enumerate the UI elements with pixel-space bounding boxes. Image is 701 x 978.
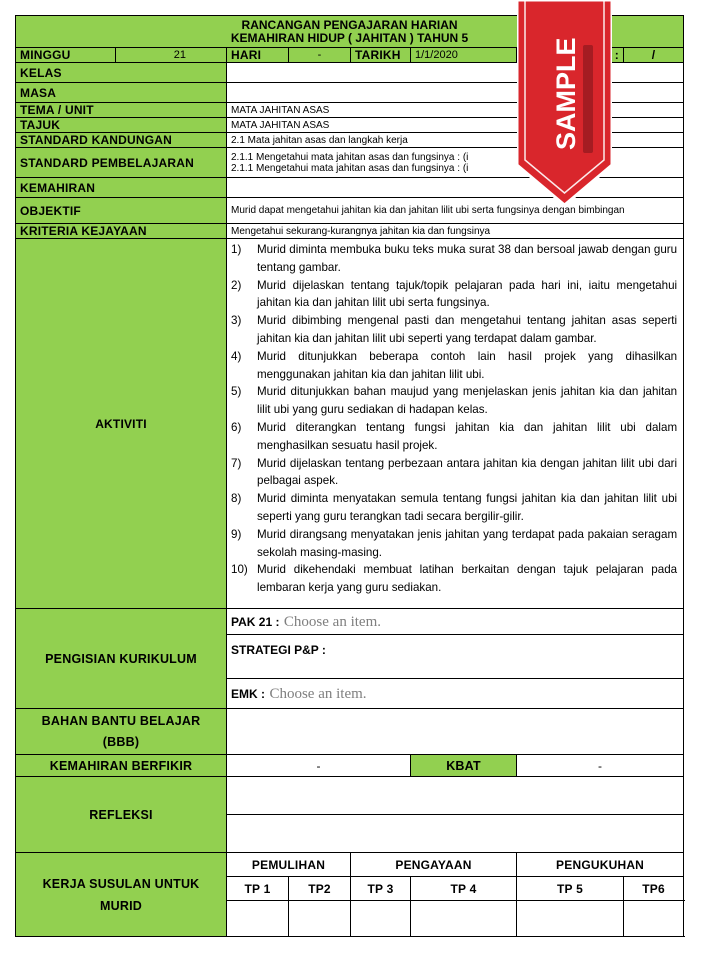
document-title: RANCANGAN PENGAJARAN HARIAN xyxy=(241,17,458,32)
sample-ribbon-watermark xyxy=(517,0,612,210)
kelas-value[interactable] xyxy=(227,63,684,83)
pak21-label: PAK 21 : xyxy=(231,614,280,629)
aktiviti-item xyxy=(231,312,677,348)
aktiviti-item-text: Murid dijelaskan tentang tajuk/topik pelajaran pada hari ini, iaitu mengetahui jahitan kia dan jahitan lilit ubi serta fungsinya. xyxy=(257,278,678,310)
tarikh-label: TARIKH xyxy=(351,48,411,63)
kemahiran-value[interactable] xyxy=(227,178,684,198)
kemahiran-label: KEMAHIRAN xyxy=(16,178,227,198)
pemulihan-header: PEMULIHAN xyxy=(227,853,351,877)
kerja-susulan-line1: KERJA SUSULAN UNTUK xyxy=(42,876,200,891)
tp5-header: TP 5 xyxy=(517,877,624,901)
refleksi-value-2[interactable] xyxy=(227,815,684,853)
aktiviti-item-number: 6) xyxy=(231,420,242,434)
sp-line-2: 2.1.1 Mengetahui mata jahitan asas dan fungsinya : (i xyxy=(231,162,469,174)
tp2-value[interactable] xyxy=(289,901,351,937)
aktiviti-label: AKTIVITI xyxy=(16,239,227,609)
strategi-label: STRATEGI P&P : xyxy=(231,643,326,657)
emk-dropdown[interactable]: Choose an item. xyxy=(269,685,367,702)
ribbon-tag-strip xyxy=(583,45,593,153)
tp4-value[interactable] xyxy=(411,901,517,937)
kemahiran-berfikir-label: KEMAHIRAN BERFIKIR xyxy=(16,755,227,777)
aktiviti-item xyxy=(231,561,677,597)
pengukuhan-header: PENGUKUHAN xyxy=(517,853,684,877)
aktiviti-item-text: Murid ditunjukkan bahan maujud yang menjelaskan jenis jahitan kia dan jahitan lilit ubi yang guru sediakan di hadapan kelas. xyxy=(257,385,678,417)
aktiviti-item-text: Murid diminta menyatakan semula tentang fungsi jahitan kia dan jahitan lilit ubi seperti yang guru terangkan tadi secara bergilir-gilir. xyxy=(257,492,678,523)
aktiviti-item-text: Murid dikehendaki membuat latihan berkaitan dengan tajuk pelajaran pada lembaran kerja yang guru sediakan. xyxy=(257,563,678,595)
minggu-value[interactable]: 21 xyxy=(116,48,227,63)
aktiviti-item xyxy=(231,383,677,419)
aktiviti-item-number: 7) xyxy=(231,456,242,470)
aktiviti-content[interactable] xyxy=(227,239,684,609)
aktiviti-item-number: 5) xyxy=(231,385,242,399)
bbb-label xyxy=(16,709,227,755)
tp1-value[interactable] xyxy=(227,901,289,937)
aktiviti-item-text: Murid dijelaskan tentang perbezaan antara jahitan kia dengan jahitan lilit ubi dari pelbagai aspek. xyxy=(257,456,678,488)
aktiviti-item-text: Murid diterangkan tentang fungsi jahitan kia dan jahitan lilit ubi dalam menghasilkan sesuatu hasil projek. xyxy=(257,420,678,452)
tajuk-label: TAJUK xyxy=(16,118,227,133)
tp3-header: TP 3 xyxy=(351,877,411,901)
aktiviti-item-number: 4) xyxy=(231,349,242,363)
aktiviti-item xyxy=(231,526,677,562)
tp4-header: TP 4 xyxy=(411,877,517,901)
objektif-value[interactable]: Murid dapat mengetahui jahitan kia dan jahitan lilit ubi serta fungsinya dengan bimbingan xyxy=(227,198,684,224)
kriteria-value[interactable]: Mengetahui sekurang-kurangnya jahitan kia dan fungsinya xyxy=(227,224,684,239)
masa-colon: : xyxy=(576,48,624,63)
masa-label: MASA xyxy=(16,83,227,103)
tp5-value[interactable] xyxy=(517,901,624,937)
tp2-header: TP2 xyxy=(289,877,351,901)
aktiviti-item-text: Murid dirangsang menyatakan jenis jahitan yang terdapat pada pakaian seragam sekolah masing-masing. xyxy=(257,527,678,559)
aktiviti-item xyxy=(231,455,677,491)
bbb-label-line2: (BBB) xyxy=(102,734,140,749)
refleksi-label: REFLEKSI xyxy=(16,777,227,853)
masa-value[interactable] xyxy=(227,83,684,103)
aktiviti-item-number: 9) xyxy=(231,527,242,541)
aktiviti-list xyxy=(227,239,683,599)
aktiviti-item-text: Murid ditunjukkan beberapa contoh lain hasil projek yang dihasilkan menggunakan jahitan kia dan jahitan lilit ubi. xyxy=(257,349,678,381)
aktiviti-item-number: 2) xyxy=(231,278,242,292)
pak21-dropdown[interactable]: Choose an item. xyxy=(283,613,381,630)
kbat-value[interactable]: - xyxy=(517,755,684,777)
aktiviti-item-text: Murid dibimbing mengenal pasti dan mengetahui tentang jahitan asas seperti jahitan kia dan jahitan lilit ubi seperti yang terdapat dalam gambar. xyxy=(257,314,678,345)
aktiviti-item xyxy=(231,348,677,384)
document-subtitle: KEMAHIRAN HIDUP ( JAHITAN ) TAHUN 5 xyxy=(230,30,469,45)
tema-label: TEMA / UNIT xyxy=(16,103,227,118)
standard-pembelajaran-value[interactable] xyxy=(227,148,684,178)
aktiviti-item xyxy=(231,490,677,526)
aktiviti-item-number: 8) xyxy=(231,492,242,506)
minggu-label: MINGGU xyxy=(16,48,116,63)
ribbon-sample-text: SAMPLE xyxy=(551,37,581,150)
pengayaan-header: PENGAYAAN xyxy=(351,853,517,877)
sp-line-1: 2.1.1 Mengetahui mata jahitan asas dan fungsinya : (i xyxy=(231,151,469,163)
aktiviti-item-number: 3) xyxy=(231,314,242,328)
tajuk-value[interactable]: MATA JAHITAN ASAS xyxy=(227,118,684,133)
bbb-value[interactable] xyxy=(227,709,684,755)
kemahiran-berfikir-value[interactable]: - xyxy=(227,755,411,777)
strategi-cell[interactable] xyxy=(227,635,684,679)
tp6-header: TP6 xyxy=(624,877,684,901)
hari-label: HARI xyxy=(227,48,289,63)
kerja-susulan-line2: MURID xyxy=(100,898,142,913)
kerja-susulan-label xyxy=(16,853,227,937)
aktiviti-item-text: Murid diminta membuka buku teks muka surat 38 dan bersoal jawab dengan guru tentang gambar. xyxy=(257,243,678,274)
standard-kandungan-label: STANDARD KANDUNGAN xyxy=(16,133,227,148)
bbb-label-line1: BAHAN BANTU BELAJAR xyxy=(41,713,201,728)
aktiviti-item xyxy=(231,277,677,313)
refleksi-value-1[interactable] xyxy=(227,777,684,815)
standard-kandungan-value[interactable]: 2.1 Mata jahitan asas dan langkah kerja xyxy=(227,133,684,148)
aktiviti-item xyxy=(231,241,677,277)
standard-pembelajaran-label: STANDARD PEMBELAJARAN xyxy=(16,148,227,178)
tp6-value[interactable] xyxy=(624,901,684,937)
kurikulum-label: PENGISIAN KURIKULUM xyxy=(16,609,227,709)
tema-value[interactable]: MATA JAHITAN ASAS xyxy=(227,103,684,118)
kbat-label: KBAT xyxy=(411,755,517,777)
pak21-cell[interactable] xyxy=(227,609,684,635)
aktiviti-item-number: 1) xyxy=(231,243,242,256)
aktiviti-item xyxy=(231,419,677,455)
hari-value[interactable]: - xyxy=(289,48,351,63)
kriteria-label: KRITERIA KEJAYAAN xyxy=(16,224,227,239)
emk-label: EMK : xyxy=(231,686,265,701)
masa-slash: / xyxy=(624,48,684,63)
tarikh-value[interactable]: 1/1/2020 xyxy=(411,48,517,63)
objektif-label: OBJEKTIF xyxy=(16,198,227,224)
aktiviti-item-number: 10) xyxy=(231,563,248,577)
tp3-value[interactable] xyxy=(351,901,411,937)
kelas-label: KELAS xyxy=(16,63,227,83)
tp1-header: TP 1 xyxy=(227,877,289,901)
emk-cell[interactable] xyxy=(227,679,684,709)
